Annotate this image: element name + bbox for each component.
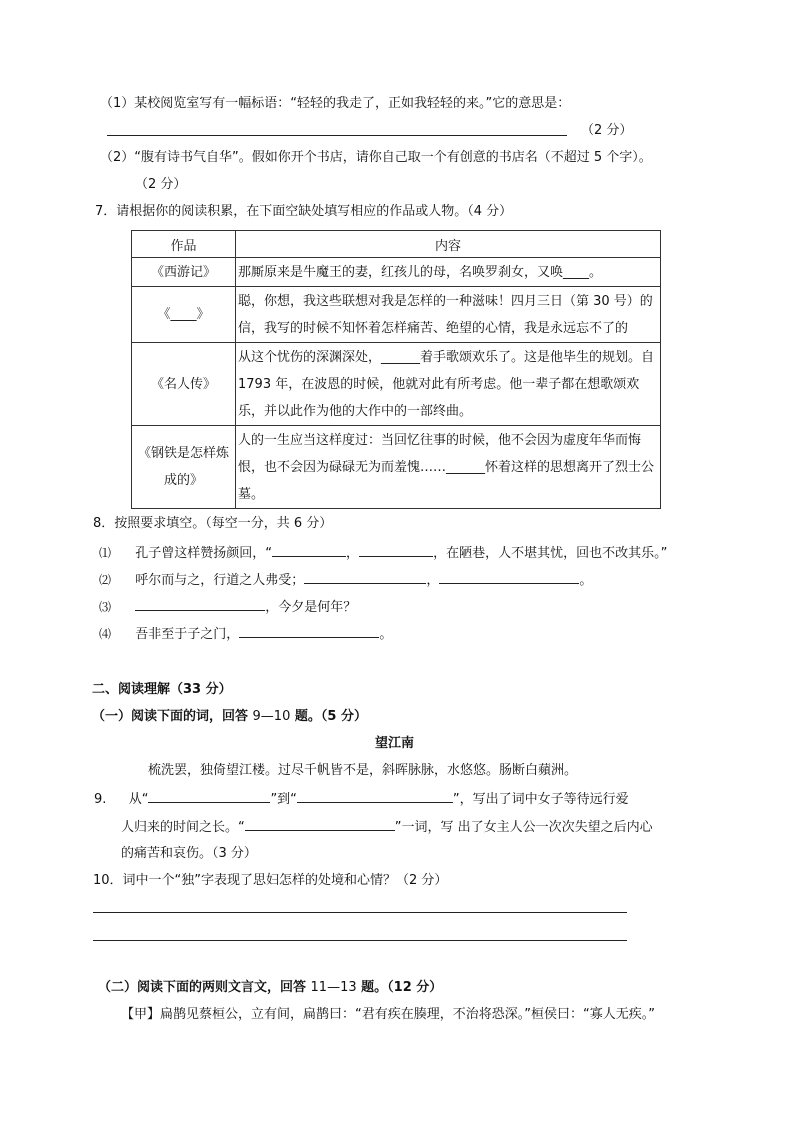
q8-title: 8．按照要求填空。（每空一分，共 6 分） (93, 516, 333, 531)
q7-table (131, 230, 661, 509)
q9-line2 (121, 818, 653, 836)
q9-text-c: ”，写出了词中女子等待远行爱 (452, 792, 629, 807)
q7-row3-content[interactable]: 从这个忧伤的深渊深处，______着手歌颂欢乐了。这是他毕生的规划。自 1793 年，在波恩的时候，他就对此有所考虑。他一辈子都在想歌颂欢乐，并以此作为他的大作中的一部终曲。 (236, 343, 661, 426)
q8-item4 (99, 625, 392, 643)
q8-item1-text-c: ，在陋巷，人不堪其忧，回也不改其乐。” (433, 546, 668, 561)
q6-part1-answer-line[interactable] (107, 135, 567, 136)
q8-item3-blank[interactable] (135, 598, 265, 611)
q9-blank3[interactable] (245, 818, 395, 831)
section2-part2-heading (98, 980, 442, 996)
table-row (132, 343, 661, 426)
part2-heading-text-c: 题。（12 分） (356, 980, 443, 995)
table-row (132, 287, 661, 343)
table-row (132, 258, 661, 287)
q8-item4-text-a: 吾非至于子之门， (135, 627, 240, 642)
q8-item1-text-b: ， (346, 546, 360, 561)
q9-text-e: ”一词，写 出了女主人公一次次失望之后内心 (394, 820, 653, 835)
q8-item1-blank2[interactable] (359, 544, 433, 557)
q8-item1 (99, 544, 667, 562)
q8-item2-text-c: 。 (579, 573, 593, 588)
part2-heading-range: 11—13 (310, 980, 357, 995)
q7-row4-content[interactable]: 人的一生应当这样度过：当回忆往事的时候，他不会因为虚度年华而悔恨，也不会因为碌碌无为而羞愧……______怀着这样的思想离开了烈士公墓。 (236, 426, 661, 509)
poem-title: 望江南 (375, 736, 415, 751)
q10-text: 10．词中一个“独”字表现了思妇怎样的处境和心情？（2 分） (93, 873, 448, 888)
q6-part1-score: （2 分） (581, 123, 633, 138)
q7-row1-content[interactable]: 那厮原来是牛魔王的妻，红孩儿的母，名唤罗刹女，又唤____。 (236, 258, 661, 287)
q9-text-b: ”到“ (270, 792, 297, 807)
q8-item2-blank1[interactable] (304, 571, 426, 584)
section2-part1-heading (92, 709, 367, 725)
q9-line3: 的痛苦和哀伤。（3 分） (121, 846, 257, 861)
q8-item4-number: ⑷ (99, 627, 112, 641)
q8-item4-blank[interactable] (239, 625, 379, 638)
q8-item1-number: ⑴ (99, 546, 112, 560)
q8-item2-blank2[interactable] (439, 571, 579, 584)
q7-header-work: 作品 (132, 231, 236, 258)
q8-item1-text-a: 孔子曾这样赞扬颜回，“ (135, 546, 273, 561)
q6-part2-text: （2）“腹有诗书气自华”。假如你开个书店，请你自己取一个有创意的书店名（不超过 5 个字）。 (100, 150, 652, 165)
q8-item3-text: ，今夕是何年？ (265, 600, 357, 615)
q7-row2-content: 聪，你想，我这些联想对我是怎样的一种滋味！四月三日（第 30 号）的信，我写的时候不知怀着怎样痛苦、绝望的心情，我是永远忘不了的 (236, 287, 661, 343)
q8-item2-number: ⑵ (99, 573, 112, 587)
q7-row1-work: 《西游记》 (132, 258, 236, 287)
q7-header-row (132, 231, 661, 258)
q6-part1-text: （1）某校阅览室写有一幅标语：“轻轻的我走了，正如我轻轻的来。”它的意思是： (100, 96, 571, 111)
part1-heading-text-a: （一）阅读下面的词，回答 (92, 709, 253, 724)
q9-number: 9. (94, 792, 107, 807)
q6-part2-score: （2 分） (135, 177, 187, 192)
table-row (132, 426, 661, 509)
q8-item1-blank1[interactable] (272, 544, 346, 557)
q7-row3-work: 《名人传》 (132, 343, 236, 426)
q8-item3-number: ⑶ (99, 600, 112, 614)
part1-heading-range: 9—10 (252, 709, 291, 724)
q8-item2-text-b: ， (426, 573, 440, 588)
q9-blank2[interactable] (297, 790, 453, 803)
q10-answer-line-1[interactable] (93, 912, 627, 913)
poem-body: 梳洗罢，独倚望江楼。过尽千帆皆不是，斜晖脉脉，水悠悠。肠断白蘋洲。 (148, 763, 578, 778)
part1-heading-text-c: 题。（5 分） (290, 709, 367, 724)
q8-item2-text-a: 呼尔而与之，行道之人弗受； (135, 573, 305, 588)
q8-item3 (99, 598, 356, 616)
q7-row2-work[interactable]: 《____》 (132, 287, 236, 343)
q8-item4-text-b: 。 (379, 627, 393, 642)
q9-line1 (94, 790, 629, 808)
q7-title: 7．请根据你的阅读积累，在下面空缺处填写相应的作品或人物。（4 分） (95, 204, 513, 219)
q8-item2 (99, 571, 592, 589)
q7-row4-work: 《钢铁是怎样炼成的》 (132, 426, 236, 509)
q9-text-a: 从“ (128, 792, 149, 807)
section2-heading: 二、阅读理解（33 分） (92, 682, 232, 697)
part2-heading-text-a: （二）阅读下面的两则文言文，回答 (98, 980, 311, 995)
q10-answer-line-2[interactable] (93, 940, 627, 941)
q9-text-d: 人归来的时间之长。“ (121, 820, 245, 835)
q7-header-content: 内容 (236, 231, 661, 258)
passage-jia: 【甲】扁鹊见蔡桓公，立有间，扁鹊曰：“君有疾在腠理，不治将恐深。”桓侯曰：“寡人无疾。” (121, 1007, 655, 1022)
q9-blank1[interactable] (148, 790, 270, 803)
